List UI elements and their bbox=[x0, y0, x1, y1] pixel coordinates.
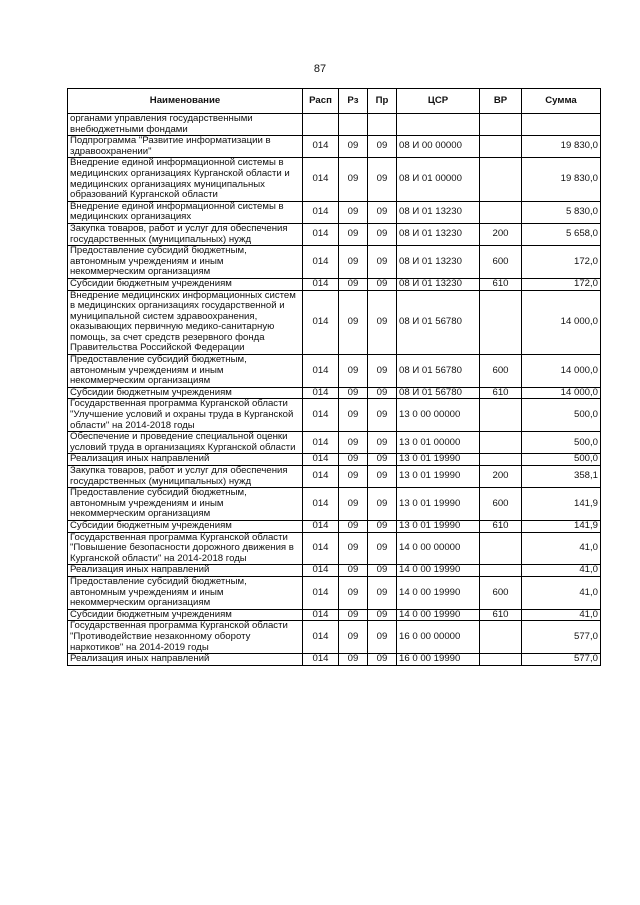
row-pr: 09 bbox=[368, 654, 397, 666]
row-csr: 14 0 00 19990 bbox=[397, 609, 480, 621]
row-rasp: 014 bbox=[303, 290, 339, 355]
row-csr: 13 0 01 19990 bbox=[397, 520, 480, 532]
row-csr: 14 0 00 19990 bbox=[397, 565, 480, 577]
row-name: Предоставление субсидий бюджетным, автономным учреждениям и иным некоммерческим организациям bbox=[68, 576, 303, 609]
row-rasp: 014 bbox=[303, 520, 339, 532]
row-pr: 09 bbox=[368, 621, 397, 654]
row-csr bbox=[397, 114, 480, 136]
row-sum: 500,0 bbox=[522, 432, 601, 454]
column-header-rz: Рз bbox=[339, 89, 368, 114]
row-pr: 09 bbox=[368, 246, 397, 279]
table-row bbox=[68, 532, 601, 565]
row-rasp: 014 bbox=[303, 565, 339, 577]
row-rasp: 014 bbox=[303, 454, 339, 466]
row-vr: 610 bbox=[480, 387, 522, 399]
row-vr bbox=[480, 201, 522, 223]
table-row bbox=[68, 399, 601, 432]
row-pr: 09 bbox=[368, 201, 397, 223]
row-pr: 09 bbox=[368, 565, 397, 577]
row-sum: 41,0 bbox=[522, 532, 601, 565]
table-row bbox=[68, 278, 601, 290]
row-rasp: 014 bbox=[303, 158, 339, 201]
row-pr: 09 bbox=[368, 432, 397, 454]
column-header-rasp: Расп bbox=[303, 89, 339, 114]
row-rz: 09 bbox=[339, 609, 368, 621]
row-sum: 19 830,0 bbox=[522, 136, 601, 158]
row-sum: 577,0 bbox=[522, 654, 601, 666]
row-csr: 16 0 00 00000 bbox=[397, 621, 480, 654]
row-rz: 09 bbox=[339, 355, 368, 388]
row-rasp: 014 bbox=[303, 576, 339, 609]
table-row bbox=[68, 223, 601, 245]
row-sum: 500,0 bbox=[522, 399, 601, 432]
row-name: Реализация иных направлений bbox=[68, 454, 303, 466]
row-rasp: 014 bbox=[303, 355, 339, 388]
row-name: Предоставление субсидий бюджетным, автономным учреждениям и иным некоммерческим организациям bbox=[68, 355, 303, 388]
row-name: Государственная программа Курганской области "Улучшение условий и охраны труда в Курганской области" на 2014-2018 годы bbox=[68, 399, 303, 432]
row-pr: 09 bbox=[368, 609, 397, 621]
table-row bbox=[68, 466, 601, 488]
row-sum: 358,1 bbox=[522, 466, 601, 488]
row-name: Закупка товаров, работ и услуг для обеспечения государственных (муниципальных) нужд bbox=[68, 223, 303, 245]
row-rz: 09 bbox=[339, 520, 368, 532]
row-name: Реализация иных направлений bbox=[68, 654, 303, 666]
row-pr: 09 bbox=[368, 532, 397, 565]
row-rz: 09 bbox=[339, 158, 368, 201]
row-rasp bbox=[303, 114, 339, 136]
row-name: Реализация иных направлений bbox=[68, 565, 303, 577]
row-pr: 09 bbox=[368, 454, 397, 466]
row-rz: 09 bbox=[339, 432, 368, 454]
row-vr bbox=[480, 621, 522, 654]
table-row bbox=[68, 565, 601, 577]
row-csr: 16 0 00 19990 bbox=[397, 654, 480, 666]
row-sum: 141,9 bbox=[522, 488, 601, 521]
row-csr: 08 И 01 13230 bbox=[397, 223, 480, 245]
row-vr: 200 bbox=[480, 466, 522, 488]
row-sum: 577,0 bbox=[522, 621, 601, 654]
row-pr: 09 bbox=[368, 488, 397, 521]
row-sum: 172,0 bbox=[522, 246, 601, 279]
table-row bbox=[68, 136, 601, 158]
row-rasp: 014 bbox=[303, 246, 339, 279]
row-sum: 5 658,0 bbox=[522, 223, 601, 245]
row-name: Подпрограмма "Развитие информатизации в здравоохранении" bbox=[68, 136, 303, 158]
table-row bbox=[68, 576, 601, 609]
row-csr: 13 0 01 19990 bbox=[397, 454, 480, 466]
row-pr: 09 bbox=[368, 399, 397, 432]
row-rasp: 014 bbox=[303, 399, 339, 432]
row-rz: 09 bbox=[339, 466, 368, 488]
row-vr: 200 bbox=[480, 223, 522, 245]
row-rasp: 014 bbox=[303, 609, 339, 621]
row-csr: 08 И 01 13230 bbox=[397, 278, 480, 290]
row-csr: 08 И 01 13230 bbox=[397, 246, 480, 279]
budget-table bbox=[67, 88, 601, 666]
row-csr: 13 0 01 19990 bbox=[397, 466, 480, 488]
table-row bbox=[68, 158, 601, 201]
row-name: Государственная программа Курганской области "Повышение безопасности дорожного движения в Курганской области" на 2014-2018 годы bbox=[68, 532, 303, 565]
row-rasp: 014 bbox=[303, 488, 339, 521]
row-name: Предоставление субсидий бюджетным, автономным учреждениям и иным некоммерческим организациям bbox=[68, 246, 303, 279]
row-rz: 09 bbox=[339, 278, 368, 290]
row-name: Внедрение медицинских информационных систем в медицинских организациях государственной и муниципальной систем здравоохранения, оказывающих первичную медико-санитарную помощь, за счет средств резервного фонда Правительства Российской Федерации bbox=[68, 290, 303, 355]
row-name: Субсидии бюджетным учреждениям bbox=[68, 609, 303, 621]
row-rasp: 014 bbox=[303, 621, 339, 654]
row-name: Субсидии бюджетным учреждениям bbox=[68, 520, 303, 532]
column-header-csr: ЦСР bbox=[397, 89, 480, 114]
column-header-sum: Сумма bbox=[522, 89, 601, 114]
row-vr bbox=[480, 136, 522, 158]
page-number: 87 bbox=[313, 63, 327, 75]
table-row bbox=[68, 621, 601, 654]
row-vr bbox=[480, 654, 522, 666]
row-pr: 09 bbox=[368, 290, 397, 355]
column-header-vr: ВР bbox=[480, 89, 522, 114]
row-csr: 08 И 01 56780 bbox=[397, 290, 480, 355]
row-vr: 610 bbox=[480, 609, 522, 621]
row-rz: 09 bbox=[339, 399, 368, 432]
row-sum bbox=[522, 114, 601, 136]
row-csr: 08 И 01 56780 bbox=[397, 387, 480, 399]
row-rasp: 014 bbox=[303, 532, 339, 565]
row-name: Субсидии бюджетным учреждениям bbox=[68, 387, 303, 399]
row-csr: 13 0 01 19990 bbox=[397, 488, 480, 521]
row-csr: 08 И 01 13230 bbox=[397, 201, 480, 223]
table-row bbox=[68, 201, 601, 223]
row-vr bbox=[480, 290, 522, 355]
row-rz: 09 bbox=[339, 654, 368, 666]
row-csr: 08 И 01 00000 bbox=[397, 158, 480, 201]
row-rz: 09 bbox=[339, 488, 368, 521]
row-pr: 09 bbox=[368, 387, 397, 399]
table-row bbox=[68, 114, 601, 136]
row-sum: 41,0 bbox=[522, 565, 601, 577]
row-name: Субсидии бюджетным учреждениям bbox=[68, 278, 303, 290]
row-rasp: 014 bbox=[303, 387, 339, 399]
row-sum: 41,0 bbox=[522, 576, 601, 609]
table-header-row bbox=[68, 89, 601, 114]
row-rasp: 014 bbox=[303, 223, 339, 245]
row-name: Обеспечение и проведение специальной оценки условий труда в организациях Курганской области bbox=[68, 432, 303, 454]
row-sum: 5 830,0 bbox=[522, 201, 601, 223]
row-rasp: 014 bbox=[303, 654, 339, 666]
row-rz: 09 bbox=[339, 223, 368, 245]
table-row bbox=[68, 654, 601, 666]
row-name: Государственная программа Курганской области "Противодействие незаконному обороту наркотиков" на 2014-2019 годы bbox=[68, 621, 303, 654]
row-vr bbox=[480, 454, 522, 466]
row-sum: 172,0 bbox=[522, 278, 601, 290]
row-vr: 600 bbox=[480, 488, 522, 521]
row-sum: 14 000,0 bbox=[522, 355, 601, 388]
row-rz: 09 bbox=[339, 136, 368, 158]
table-row bbox=[68, 488, 601, 521]
row-vr bbox=[480, 532, 522, 565]
table-row bbox=[68, 520, 601, 532]
row-csr: 14 0 00 19990 bbox=[397, 576, 480, 609]
row-pr: 09 bbox=[368, 136, 397, 158]
row-pr: 09 bbox=[368, 520, 397, 532]
row-pr: 09 bbox=[368, 466, 397, 488]
row-vr bbox=[480, 114, 522, 136]
row-rasp: 014 bbox=[303, 278, 339, 290]
row-vr bbox=[480, 158, 522, 201]
table-row bbox=[68, 609, 601, 621]
row-vr: 600 bbox=[480, 576, 522, 609]
row-name: Внедрение единой информационной системы в медицинских организациях bbox=[68, 201, 303, 223]
table-row bbox=[68, 246, 601, 279]
row-pr: 09 bbox=[368, 223, 397, 245]
row-sum: 41,0 bbox=[522, 609, 601, 621]
table-row bbox=[68, 355, 601, 388]
row-vr: 600 bbox=[480, 355, 522, 388]
row-sum: 19 830,0 bbox=[522, 158, 601, 201]
row-sum: 500,0 bbox=[522, 454, 601, 466]
row-pr bbox=[368, 114, 397, 136]
row-rz: 09 bbox=[339, 576, 368, 609]
row-rz: 09 bbox=[339, 621, 368, 654]
row-rasp: 014 bbox=[303, 432, 339, 454]
row-rz: 09 bbox=[339, 565, 368, 577]
row-name: органами управления государственными внебюджетными фондами bbox=[68, 114, 303, 136]
row-pr: 09 bbox=[368, 355, 397, 388]
row-sum: 14 000,0 bbox=[522, 387, 601, 399]
row-name: Предоставление субсидий бюджетным, автономным учреждениям и иным некоммерческим организациям bbox=[68, 488, 303, 521]
row-rasp: 014 bbox=[303, 136, 339, 158]
table-row bbox=[68, 387, 601, 399]
row-sum: 141,9 bbox=[522, 520, 601, 532]
row-pr: 09 bbox=[368, 576, 397, 609]
row-vr: 610 bbox=[480, 278, 522, 290]
row-name: Закупка товаров, работ и услуг для обеспечения государственных (муниципальных) нужд bbox=[68, 466, 303, 488]
table-row bbox=[68, 454, 601, 466]
row-vr bbox=[480, 432, 522, 454]
table-row bbox=[68, 290, 601, 355]
row-vr bbox=[480, 399, 522, 432]
row-csr: 13 0 00 00000 bbox=[397, 399, 480, 432]
row-vr: 600 bbox=[480, 246, 522, 279]
row-rz: 09 bbox=[339, 454, 368, 466]
column-header-pr: Пр bbox=[368, 89, 397, 114]
table-row bbox=[68, 432, 601, 454]
row-rasp: 014 bbox=[303, 466, 339, 488]
row-rz: 09 bbox=[339, 246, 368, 279]
row-sum: 14 000,0 bbox=[522, 290, 601, 355]
row-rz: 09 bbox=[339, 387, 368, 399]
row-rz: 09 bbox=[339, 290, 368, 355]
row-csr: 14 0 00 00000 bbox=[397, 532, 480, 565]
row-vr: 610 bbox=[480, 520, 522, 532]
row-rasp: 014 bbox=[303, 201, 339, 223]
row-rz: 09 bbox=[339, 532, 368, 565]
column-header-name: Наименование bbox=[68, 89, 303, 114]
row-vr bbox=[480, 565, 522, 577]
row-csr: 13 0 01 00000 bbox=[397, 432, 480, 454]
row-pr: 09 bbox=[368, 158, 397, 201]
row-csr: 08 И 00 00000 bbox=[397, 136, 480, 158]
row-rz bbox=[339, 114, 368, 136]
row-pr: 09 bbox=[368, 278, 397, 290]
row-rz: 09 bbox=[339, 201, 368, 223]
row-name: Внедрение единой информационной системы в медицинских организациях Курганской области и медицинских организациях муниципальных образований Курганской области bbox=[68, 158, 303, 201]
row-csr: 08 И 01 56780 bbox=[397, 355, 480, 388]
